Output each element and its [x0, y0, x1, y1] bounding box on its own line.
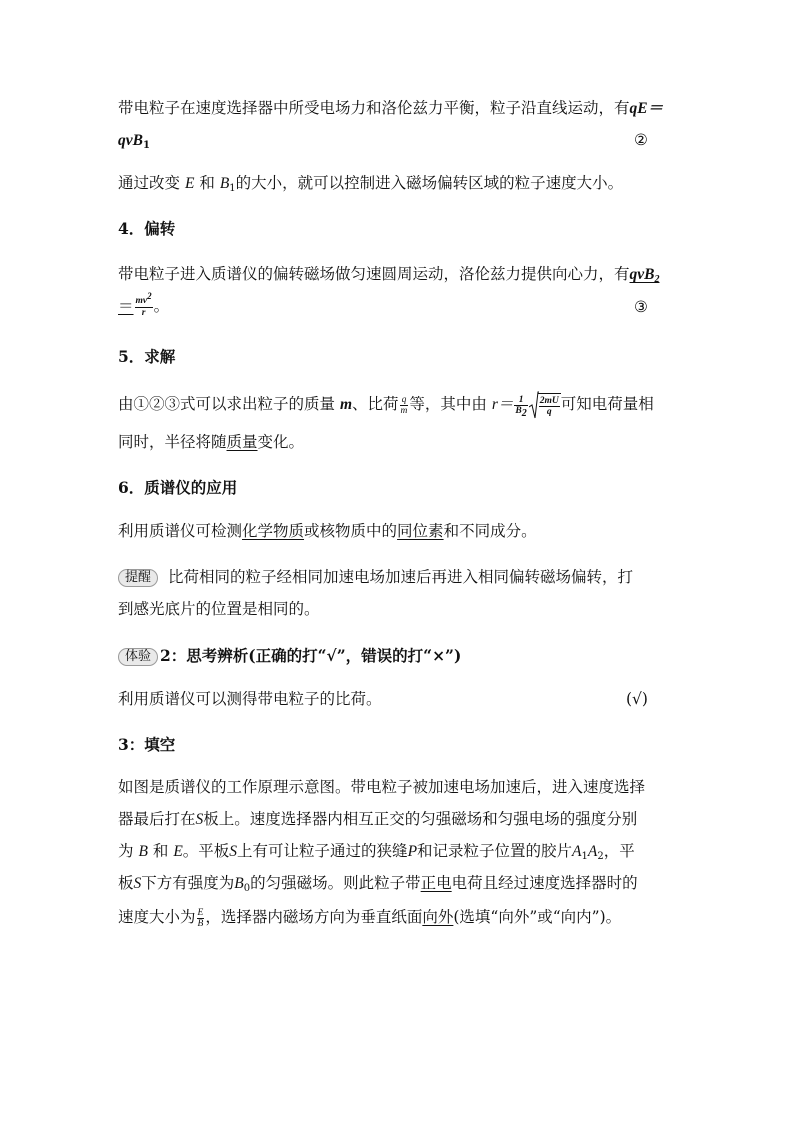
- fraction-numerator: mv: [135, 296, 148, 307]
- symbol-P: P: [407, 843, 418, 860]
- exp-statement: 利用质谱仪可以测得带电粒子的比荷。: [118, 690, 382, 708]
- fraction-mv2-over-r: [135, 291, 153, 318]
- fraction-denominator: B: [515, 405, 522, 416]
- text-segment: 通过改变: [118, 174, 181, 192]
- fill-heading: 3：填空: [118, 735, 176, 754]
- equation-marker-2: ②: [634, 131, 648, 149]
- equation-qvB2: [630, 266, 660, 283]
- section-4-heading: 4．偏转: [118, 219, 176, 238]
- section-6-heading: 6．质谱仪的应用: [118, 478, 238, 497]
- text-segment: 带电粒子进入质谱仪的偏转磁场做匀速圆周运动，洛伦兹力提供向心力，有: [118, 265, 630, 283]
- selector-line-2: [118, 129, 150, 152]
- symbol-B: B: [138, 843, 148, 860]
- subscript: 2: [654, 274, 660, 285]
- exp-answer: (√): [626, 690, 648, 708]
- text-segment: 电荷且经过速度选择器时的: [451, 874, 638, 892]
- radical-sign-icon: [529, 391, 539, 419]
- selector-text: 带电粒子在速度选择器中所受电场力和洛伦兹力平衡，粒子沿直线运动，有: [118, 99, 630, 117]
- equation-qv: qv: [118, 132, 133, 149]
- text-segment: 。: [153, 297, 170, 315]
- fraction-denominator: m: [400, 405, 408, 416]
- tip-badge: 提醒: [118, 569, 158, 587]
- fraction-denominator: q: [546, 406, 552, 417]
- text-segment: 板上。速度选择器内相互正交的匀强磁场和匀强电场的强度分别: [203, 810, 638, 828]
- section-4-line-1: [118, 263, 659, 286]
- text-segment: 比荷相同的粒子经相同加速电场加速后再进入相同偏转磁场偏转，打: [168, 568, 634, 586]
- equation-sub: 1: [142, 140, 150, 151]
- text-segment: 和记录粒子位置的胶片: [417, 842, 573, 860]
- text-segment: 和: [199, 174, 215, 192]
- subscript: 1: [229, 183, 236, 194]
- text-segment: ，平: [603, 842, 635, 860]
- text-segment: 上有可让粒子通过的狭缝: [237, 842, 408, 860]
- exp-heading: 2：思考辨析(正确的打“√”，错误的打“×”): [160, 646, 462, 665]
- text-segment: 下方有强度为: [141, 874, 235, 892]
- subscript: 2: [597, 851, 604, 862]
- text-segment: 板: [118, 874, 134, 892]
- symbol-S: S: [133, 875, 142, 892]
- symbol-E: E: [184, 175, 195, 192]
- text-segment: 。平板: [182, 842, 230, 860]
- section-5-line-2: [118, 431, 304, 453]
- symbol-S: S: [195, 811, 204, 828]
- text-segment: 或核物质中的: [304, 522, 398, 540]
- text-segment: 速度大小为: [118, 908, 196, 926]
- fraction-1-over-B2: [514, 394, 527, 419]
- text-segment: 、比荷: [352, 395, 399, 413]
- text-segment: 等，其中由: [409, 395, 487, 413]
- subscript: 2: [521, 407, 527, 419]
- fraction-E-over-B: [197, 908, 205, 929]
- fill-line-3: [118, 840, 635, 863]
- selector-line-3: [118, 172, 623, 195]
- fill-line-2: [118, 808, 637, 831]
- fraction-numerator: q: [400, 395, 409, 406]
- text-segment: 变化。: [257, 433, 305, 451]
- subscript: 0: [243, 883, 251, 894]
- superscript: 2: [147, 291, 152, 302]
- text-segment: 可知电荷量相: [560, 395, 654, 413]
- text-segment: 同时，半径将随: [118, 433, 227, 451]
- symbol-A: A: [572, 843, 582, 860]
- fraction-numerator: 1: [514, 395, 527, 406]
- selector-line-1: [118, 97, 663, 120]
- underlined-answer: 同位素: [397, 522, 444, 540]
- sqrt-expression: [529, 393, 561, 417]
- underlined-answer: 正电: [420, 874, 452, 892]
- text-segment: (选填“向外”或“向内”)。: [453, 908, 622, 926]
- section-6-line: [118, 520, 537, 542]
- text-segment: 由①②③式可以求出粒子的质量: [118, 395, 336, 413]
- fraction-numerator: E: [197, 907, 204, 918]
- underlined-answer: 向外: [422, 908, 454, 926]
- tip-line-2: 到感光底片的位置是相同的。: [118, 600, 320, 618]
- exp-badge: 体验: [118, 648, 158, 666]
- text-segment: 的大小，就可以控制进入磁场偏转区域的粒子速度大小。: [235, 174, 624, 192]
- text-segment: 的匀强磁场。则此粒子带: [250, 874, 421, 892]
- symbol-B0: B: [234, 875, 244, 892]
- text-segment: 利用质谱仪可检测: [118, 522, 243, 540]
- text-segment: 和: [152, 842, 169, 860]
- fill-line-1: 如图是质谱仪的工作原理示意图。带电粒子被加速电场加速后，进入速度选择: [118, 778, 646, 796]
- section-5-heading: 5．求解: [118, 347, 176, 366]
- symbol-m: m: [339, 396, 353, 413]
- exp-heading-line: [118, 645, 461, 667]
- fraction-q-over-m: [400, 395, 409, 416]
- equation-B: B: [132, 132, 143, 149]
- equation-qE: qE＝: [629, 100, 664, 117]
- equation-fraction-underlined: [118, 291, 154, 318]
- fraction-denominator: B: [197, 918, 204, 929]
- text-segment: 为: [118, 842, 134, 860]
- section-5-line-1: [118, 393, 654, 417]
- underlined-answer: 化学物质: [242, 522, 305, 540]
- symbol-B: B: [219, 175, 230, 192]
- equation-r: r＝: [491, 396, 514, 413]
- tip-line-1: [118, 566, 633, 588]
- fill-line-4: [118, 872, 638, 895]
- underlined-fraction: [196, 907, 206, 929]
- fill-line-5: [118, 906, 621, 929]
- subscript: 1: [581, 851, 588, 862]
- equation-part: qvB: [629, 266, 655, 283]
- equation-marker-3: ③: [634, 298, 648, 316]
- text-segment: 器最后打在: [118, 810, 196, 828]
- section-4-line-2: [118, 291, 170, 318]
- fraction-denominator: r: [141, 307, 146, 318]
- fraction-numerator: 2mU: [539, 395, 559, 406]
- text-segment: ，选择器内磁场方向为垂直纸面: [205, 908, 423, 926]
- symbol-A: A: [587, 843, 598, 860]
- symbol-E: E: [173, 843, 183, 860]
- text-segment: 和不同成分。: [443, 522, 537, 540]
- symbol-S: S: [229, 843, 238, 860]
- equals-sign: ＝: [118, 297, 134, 315]
- fraction-2mU-over-q: [539, 396, 560, 417]
- underlined-answer: 质量: [226, 433, 258, 451]
